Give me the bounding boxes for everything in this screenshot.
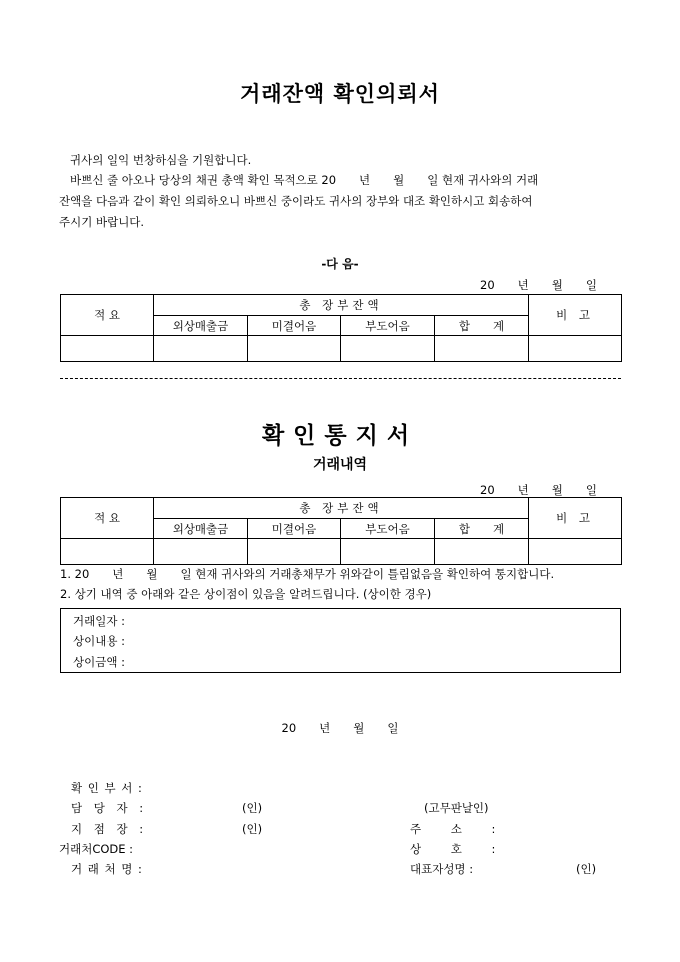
col-unsettled-notes: 미결어음 [248,316,341,336]
book-balance-group-header: 총 장부잔액 [154,498,529,519]
col-dishonored-notes: 부도어음 [341,316,435,336]
remarks-col-header: 비 고 [529,498,622,539]
confirm-statement-2: 2. 상기 내역 중 아래와 같은 상이점이 있음을 알려드립니다. (상이한 경우) [60,587,432,601]
label-representative: 대표자성명 : [410,862,474,876]
greeting-text: 귀사의 일익 번창하심을 기원합니다. [70,153,252,167]
discrepancy-box [60,608,621,673]
summary-col-header: 적 요 [61,295,154,336]
cell-summary[interactable] [61,539,154,565]
cut-line-divider [60,378,621,379]
field-discrepancy-amount[interactable]: 상이금액 : [73,655,125,669]
cell-summary[interactable] [61,336,154,362]
notice-date-line: 20 년 월 일 [480,483,597,497]
field-discrepancy-content[interactable]: 상이내용 : [73,634,125,648]
cell-unsettled-notes[interactable] [248,336,341,362]
cell-unsettled-notes[interactable] [248,539,341,565]
col-total: 합 계 [435,519,529,539]
label-person-in-charge: 담 당 자 : [71,801,148,815]
request-date-line: 20 년 월 일 [480,278,597,292]
col-dishonored-notes: 부도어음 [341,519,435,539]
summary-col-header: 적 요 [61,498,154,539]
cell-dishonored-notes[interactable] [341,539,435,565]
cell-receivables[interactable] [154,336,248,362]
stamp-note: (고무판날인) [424,801,489,815]
request-body-line3: 주시기 바랍니다. [59,215,145,229]
request-body-line2: 잔액을 다음과 같이 확인 의뢰하오니 바쁘신 중이라도 귀사의 장부와 대조 확인하시고 회송하여 [59,194,533,208]
label-company-name: 상 호 : [410,842,496,856]
cell-dishonored-notes[interactable] [341,336,435,362]
label-address: 주 소 : [410,822,496,836]
seal-representative: (인) [576,862,597,876]
confirm-statement-1: 1. 20 년 월 일 현재 귀사와의 거래총채무가 위와같이 틀림없음을 확인하여 통지합니다. [60,567,555,581]
balance-table-request [60,294,622,362]
col-unsettled-notes: 미결어음 [248,519,341,539]
field-transaction-date[interactable]: 거래일자 : [73,614,125,628]
col-receivables: 외상매출금 [154,519,248,539]
seal-person-in-charge: (인) [242,801,263,815]
remarks-col-header: 비 고 [529,295,622,336]
request-title: 거래잔액 확인의뢰서 [240,82,440,106]
notice-subtitle: 거래내역 [312,457,368,473]
col-receivables: 외상매출금 [154,316,248,336]
notice-title: 확인통지서 [261,422,419,449]
label-client-code: 거래처CODE : [59,842,134,856]
label-client-name: 거 래 처 명 : [71,862,143,876]
request-body-line1: 바쁘신 줄 아오나 당상의 채권 총액 확인 목적으로 20 년 월 일 현재 귀사와의 거래 [70,173,539,187]
col-total: 합 계 [435,316,529,336]
seal-branch-manager: (인) [242,822,263,836]
cell-total[interactable] [435,539,529,565]
next-heading: -다 음- [321,257,359,271]
book-balance-group-header: 총 장부잔액 [154,295,529,316]
cell-remarks[interactable] [529,539,622,565]
cell-remarks[interactable] [529,336,622,362]
cell-total[interactable] [435,336,529,362]
cell-receivables[interactable] [154,539,248,565]
label-confirm-dept: 확 인 부 서 : [71,781,143,795]
label-branch-manager: 지 점 장 : [71,822,148,836]
notice-bottom-date: 20 년 월 일 [281,721,399,735]
balance-table-notice [60,497,622,565]
